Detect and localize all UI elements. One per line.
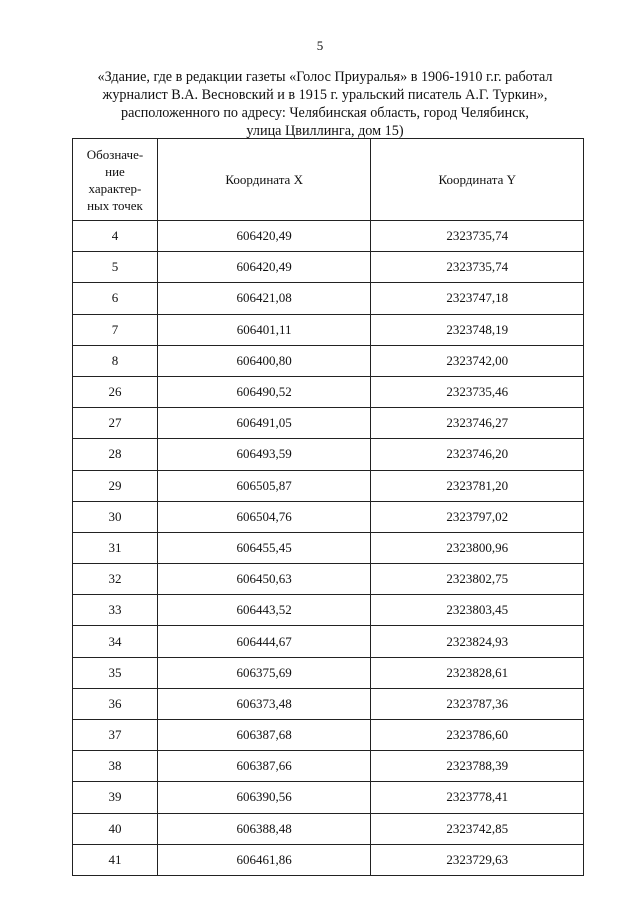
- cell-coordinate-x: 606461,86: [157, 844, 371, 875]
- table-row: [73, 751, 584, 782]
- cell-coordinate-x: 606373,48: [157, 688, 371, 719]
- cell-point-id: 35: [73, 657, 158, 688]
- cell-coordinate-x: 606400,80: [157, 345, 371, 376]
- cell-coordinate-x: 606443,52: [157, 595, 371, 626]
- cell-coordinate-x: 606387,68: [157, 720, 371, 751]
- cell-coordinate-x: 606450,63: [157, 564, 371, 595]
- table-row: [73, 501, 584, 532]
- cell-coordinate-y: 2323803,45: [371, 595, 584, 626]
- cell-coordinate-y: 2323748,19: [371, 314, 584, 345]
- cell-coordinate-y: 2323781,20: [371, 470, 584, 501]
- header-coordinate-x: Координата X: [157, 139, 371, 221]
- cell-coordinate-y: 2323746,27: [371, 408, 584, 439]
- cell-coordinate-x: 606375,69: [157, 657, 371, 688]
- heading-line-2: журналист В.А. Весновский и в 1915 г. уральский писатель А.Г. Туркин»,: [102, 87, 548, 103]
- table-row: [73, 408, 584, 439]
- cell-coordinate-x: 606420,49: [157, 221, 371, 252]
- cell-coordinate-y: 2323735,74: [371, 221, 584, 252]
- table-row: [73, 532, 584, 563]
- cell-coordinate-y: 2323747,18: [371, 283, 584, 314]
- heading-line-3: расположенного по адресу: Челябинская область, город Челябинск,: [121, 105, 529, 121]
- cell-point-id: 33: [73, 595, 158, 626]
- cell-coordinate-y: 2323786,60: [371, 720, 584, 751]
- document-heading: [70, 68, 580, 140]
- cell-coordinate-y: 2323742,00: [371, 345, 584, 376]
- table-row: [73, 345, 584, 376]
- cell-coordinate-y: 2323797,02: [371, 501, 584, 532]
- cell-coordinate-x: 606505,87: [157, 470, 371, 501]
- cell-coordinate-x: 606420,49: [157, 252, 371, 283]
- cell-coordinate-y: 2323729,63: [371, 844, 584, 875]
- table-row: [73, 376, 584, 407]
- table-row: [73, 283, 584, 314]
- cell-coordinate-y: 2323788,39: [371, 751, 584, 782]
- cell-point-id: 26: [73, 376, 158, 407]
- cell-point-id: 39: [73, 782, 158, 813]
- table-row: [73, 626, 584, 657]
- table-row: [73, 439, 584, 470]
- cell-point-id: 38: [73, 751, 158, 782]
- table-row: [73, 688, 584, 719]
- cell-coordinate-x: 606491,05: [157, 408, 371, 439]
- cell-point-id: 5: [73, 252, 158, 283]
- cell-coordinate-x: 606401,11: [157, 314, 371, 345]
- cell-coordinate-y: 2323742,85: [371, 813, 584, 844]
- cell-coordinate-y: 2323746,20: [371, 439, 584, 470]
- header-point-line: ных точек: [87, 197, 143, 213]
- cell-point-id: 32: [73, 564, 158, 595]
- page-number: 5: [316, 38, 324, 53]
- cell-point-id: 28: [73, 439, 158, 470]
- header-coordinate-y: Координата Y: [371, 139, 584, 221]
- table-row: [73, 470, 584, 501]
- heading-line-4: улица Цвиллинга, дом 15): [246, 123, 404, 139]
- cell-point-id: 34: [73, 626, 158, 657]
- table-row: [73, 252, 584, 283]
- cell-coordinate-y: 2323824,93: [371, 626, 584, 657]
- table-body: [73, 221, 584, 876]
- cell-point-id: 36: [73, 688, 158, 719]
- cell-coordinate-x: 606504,76: [157, 501, 371, 532]
- cell-point-id: 37: [73, 720, 158, 751]
- cell-point-id: 31: [73, 532, 158, 563]
- cell-coordinate-y: 2323828,61: [371, 657, 584, 688]
- cell-point-id: 29: [73, 470, 158, 501]
- cell-coordinate-y: 2323802,75: [371, 564, 584, 595]
- cell-coordinate-x: 606387,66: [157, 751, 371, 782]
- cell-coordinate-x: 606390,56: [157, 782, 371, 813]
- header-point-line: ние: [105, 163, 125, 179]
- heading-line-1: «Здание, где в редакции газеты «Голос Приуралья» в 1906-1910 г.г. работал: [97, 69, 553, 85]
- cell-coordinate-x: 606493,59: [157, 439, 371, 470]
- cell-coordinate-y: 2323735,74: [371, 252, 584, 283]
- table-row: [73, 221, 584, 252]
- table-row: [73, 720, 584, 751]
- cell-coordinate-y: 2323778,41: [371, 782, 584, 813]
- cell-point-id: 7: [73, 314, 158, 345]
- cell-coordinate-x: 606490,52: [157, 376, 371, 407]
- cell-coordinate-x: 606388,48: [157, 813, 371, 844]
- cell-coordinate-y: 2323787,36: [371, 688, 584, 719]
- cell-point-id: 6: [73, 283, 158, 314]
- coordinates-table: [72, 138, 584, 876]
- cell-coordinate-y: 2323800,96: [371, 532, 584, 563]
- table-row: [73, 657, 584, 688]
- cell-point-id: 27: [73, 408, 158, 439]
- cell-coordinate-y: 2323735,46: [371, 376, 584, 407]
- header-point-line: характер-: [88, 180, 142, 196]
- cell-point-id: 30: [73, 501, 158, 532]
- cell-point-id: 4: [73, 221, 158, 252]
- table-header-row: [73, 139, 584, 221]
- cell-point-id: 40: [73, 813, 158, 844]
- table-row: [73, 564, 584, 595]
- header-point-line: Обозначе-: [86, 146, 144, 162]
- cell-coordinate-x: 606444,67: [157, 626, 371, 657]
- cell-point-id: 41: [73, 844, 158, 875]
- cell-point-id: 8: [73, 345, 158, 376]
- table-row: [73, 595, 584, 626]
- header-point-designation: [73, 139, 158, 221]
- table-row: [73, 314, 584, 345]
- table-row: [73, 844, 584, 875]
- cell-coordinate-x: 606455,45: [157, 532, 371, 563]
- table-row: [73, 782, 584, 813]
- table-row: [73, 813, 584, 844]
- cell-coordinate-x: 606421,08: [157, 283, 371, 314]
